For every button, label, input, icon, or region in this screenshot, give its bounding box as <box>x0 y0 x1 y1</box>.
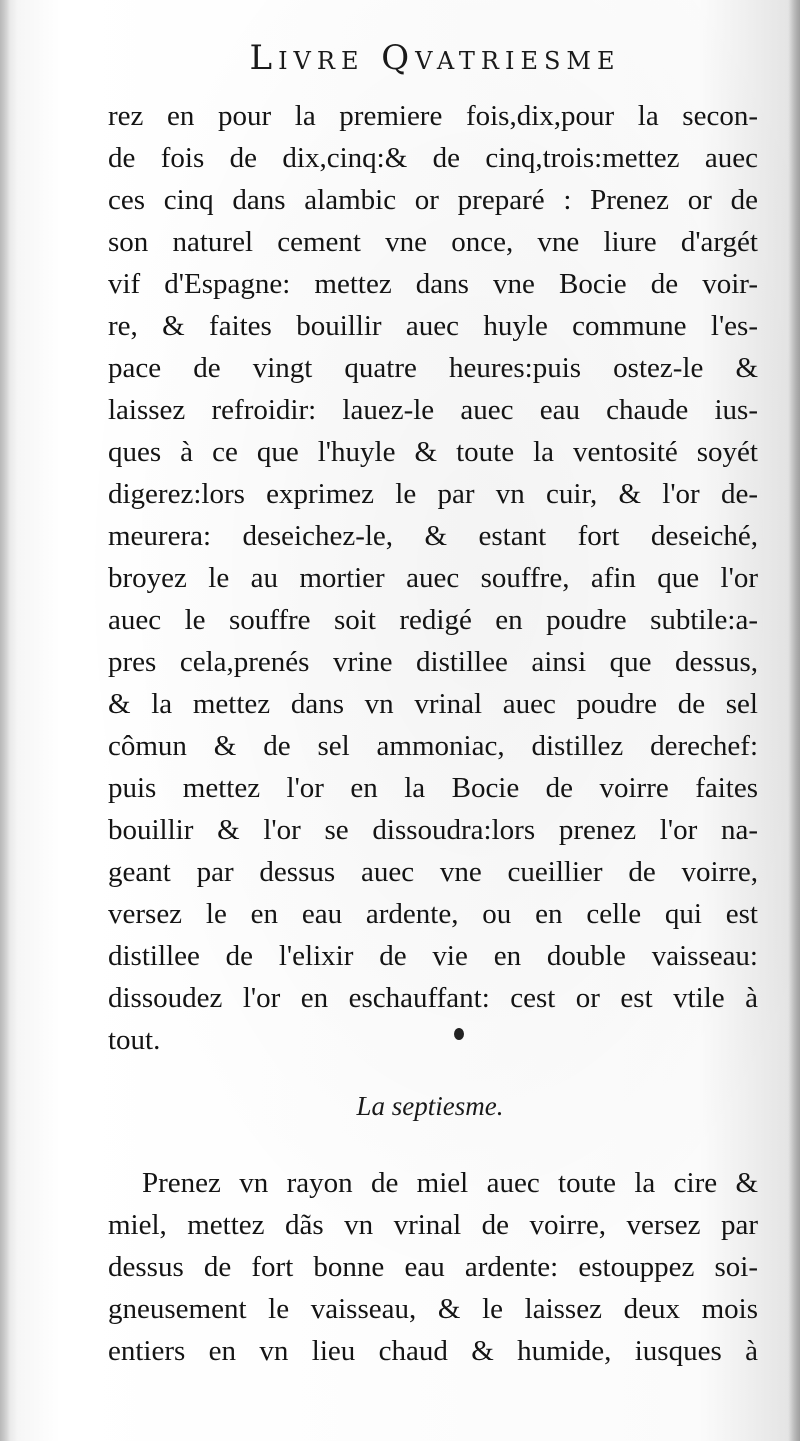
text-line: re, & faites bouillir auec huyle commune l'es- <box>108 310 758 342</box>
text-line: meurera: deseichez-le, & estant fort deseiché, <box>108 520 758 552</box>
text-line: ces cinq dans alambic or preparé : Prenez or de <box>108 184 758 216</box>
text-line: geant par dessus auec vne cueillier de voirre, <box>108 856 758 888</box>
text-line: pres cela,prenés vrine distillee ainsi que dessus, <box>108 646 758 678</box>
text-line: Prenez vn rayon de miel auec toute la cire & <box>142 1167 758 1199</box>
text-line: gneusement le vaisseau, & le laissez deux mois <box>108 1293 758 1325</box>
text-line: miel, mettez dãs vn vrinal de voirre, versez par <box>108 1209 758 1241</box>
text-line: cômun & de sel ammoniac, distillez derechef: <box>108 730 758 762</box>
text-line: puis mettez l'or en la Bocie de voirre faites <box>108 772 758 804</box>
text-line: digerez:lors exprimez le par vn cuir, & l'or de- <box>108 478 758 510</box>
ornament-dot <box>454 1028 464 1040</box>
section-heading: La septiesme. <box>356 1091 504 1121</box>
text-line: broyez le au mortier auec souffre, afin que l'or <box>108 562 758 594</box>
page-gutter-shadow <box>0 0 10 1441</box>
text-line-last: tout. <box>108 1024 161 1056</box>
text-line: rez en pour la premiere fois,dix,pour la secon- <box>108 100 758 132</box>
text-line: pace de vingt quatre heures:puis ostez-le & <box>108 352 758 384</box>
text-line: dessus de fort bonne eau ardente: estouppez soi- <box>108 1251 758 1283</box>
second-text-block <box>108 1162 758 1372</box>
page-edge-shadow <box>788 0 800 1441</box>
main-text-block <box>108 95 758 1061</box>
text-line: distillee de l'elixir de vie en double vaisseau: <box>108 940 758 972</box>
text-line: & la mettez dans vn vrinal auec poudre de sel <box>108 688 758 720</box>
text-line: entiers en vn lieu chaud & humide, iusques à <box>108 1335 758 1367</box>
text-line: laissez refroidir: lauez-le auec eau chaude ius- <box>108 394 758 426</box>
text-line: auec le souffre soit redigé en poudre subtile:a- <box>108 604 758 636</box>
text-line: ques à ce que l'huyle & toute la ventosité soyét <box>108 436 758 468</box>
text-line: bouillir & l'or se dissoudra:lors prenez l'or na- <box>108 814 758 846</box>
text-line: dissoudez l'or en eschauffant: cest or est vtile à <box>108 982 758 1014</box>
text-line: son naturel cement vne once, vne liure d'argét <box>108 226 758 258</box>
text-line: de fois de dix,cinq:& de cinq,trois:mettez auec <box>108 142 758 174</box>
text-line: vif d'Espagne: mettez dans vne Bocie de voir- <box>108 268 758 300</box>
running-head: Livre Qvatriesme <box>249 38 621 78</box>
text-line: versez le en eau ardente, ou en celle qui est <box>108 898 758 930</box>
